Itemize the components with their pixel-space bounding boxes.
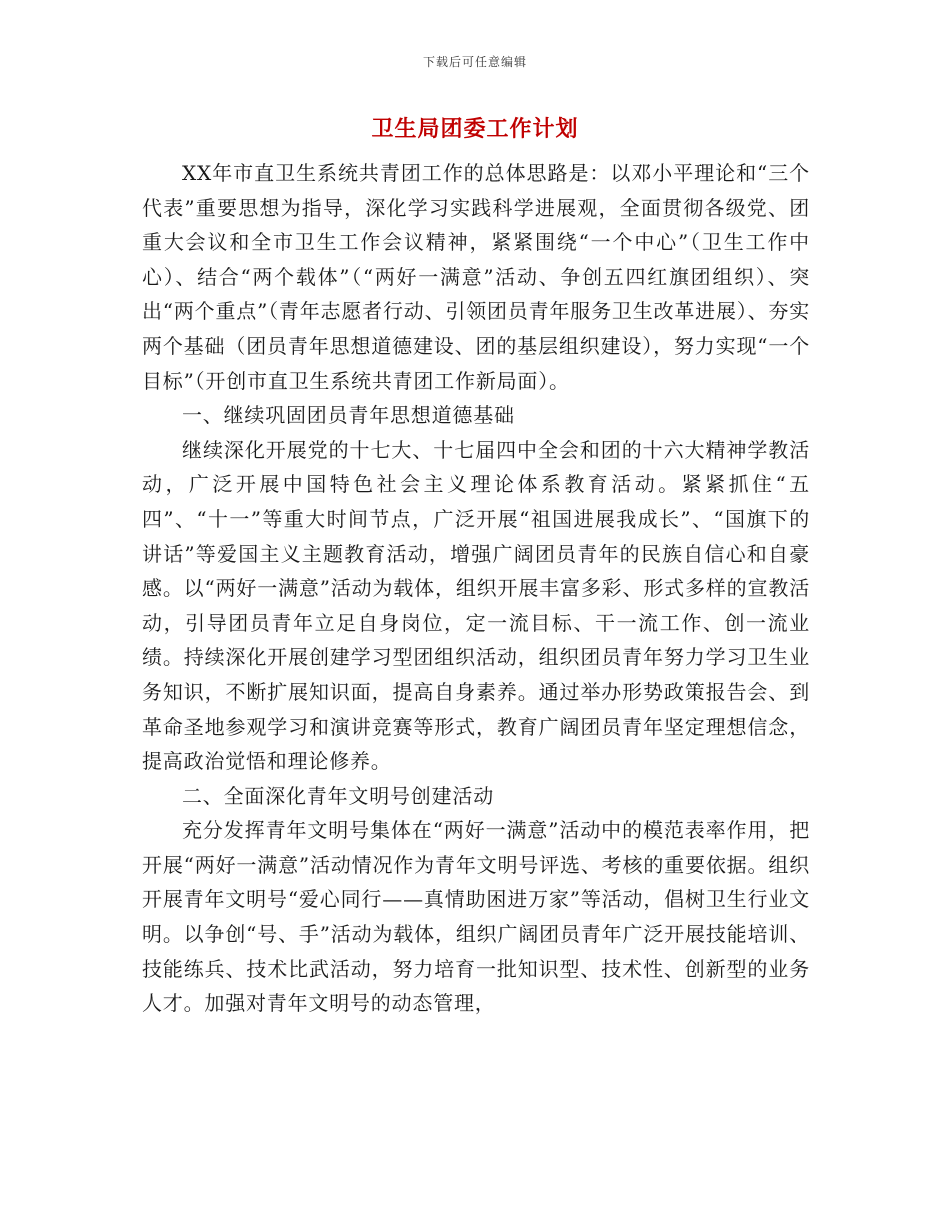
intro-paragraph: XX年市直卫生系统共青团工作的总体思路是：以邓小平理论和“三个代表”重要思想为指导，深化学习实践科学进展观，全面贯彻各级党、团重大会议和全市卫生工作会议精神，紧紧围绕“一个中心”（卫生工作中心）、结合“两个载体”（“两好一满意”活动、争创五四红旗团组织）、突出“两个重点”（青年志愿者行动、引领团员青年服务卫生改革进展）、夯实两个基础（团员青年思想道德建设、团的基层组织建设），努力实现“一个目标”（开创市直卫生系统共青团工作新局面）。 [142,161,810,393]
document-body [142,156,810,1021]
section-2-heading: 二、全面深化青年文明号创建活动 [182,783,494,808]
section-2-paragraph: 充分发挥青年文明号集体在“两好一满意”活动中的模范表率作用，把开展“两好一满意”活动情况作为青年文明号评选、考核的重要依据。组织开展青年文明号“爱心同行——真情助困进万家”等活动，倡树卫生行业文明。以争创“号、手”活动为载体，组织广阔团员青年广泛开展技能培训、技能练兵、技术比武活动，努力培育一批知识型、技术性、创新型的业务人才。加强对青年文明号的动态管理， [142,818,810,1016]
section-1-paragraph: 继续深化开展党的十七大、十七届四中全会和团的十六大精神学教活动，广泛开展中国特色社会主义理论体系教育活动。紧紧抓住“五四”、“十一”等重大时间节点，广泛开展“祖国进展我成长”、“国旗下的讲话”等爱国主义主题教育活动，增强广阔团员青年的民族自信心和自豪感。以“两好一满意”活动为载体，组织开展丰富多彩、形式多样的宣教活动，引导团员青年立足自身岗位，定一流目标、干一流工作、创一流业绩。持续深化开展创建学习型团组织活动，组织团员青年努力学习卫生业务知识，不断扩展知识面，提高自身素养。通过举办形势政策报告会、到革命圣地参观学习和演讲竞赛等形式，教育广阔团员青年坚定理想信念，提高政治觉悟和理论修养。 [142,437,810,774]
document-title: 卫生局团委工作计划 [371,117,579,142]
section-1-heading: 一、继续巩固团员青年思想道德基础 [182,403,515,428]
header-note: 下载后可任意编辑 [422,55,527,69]
